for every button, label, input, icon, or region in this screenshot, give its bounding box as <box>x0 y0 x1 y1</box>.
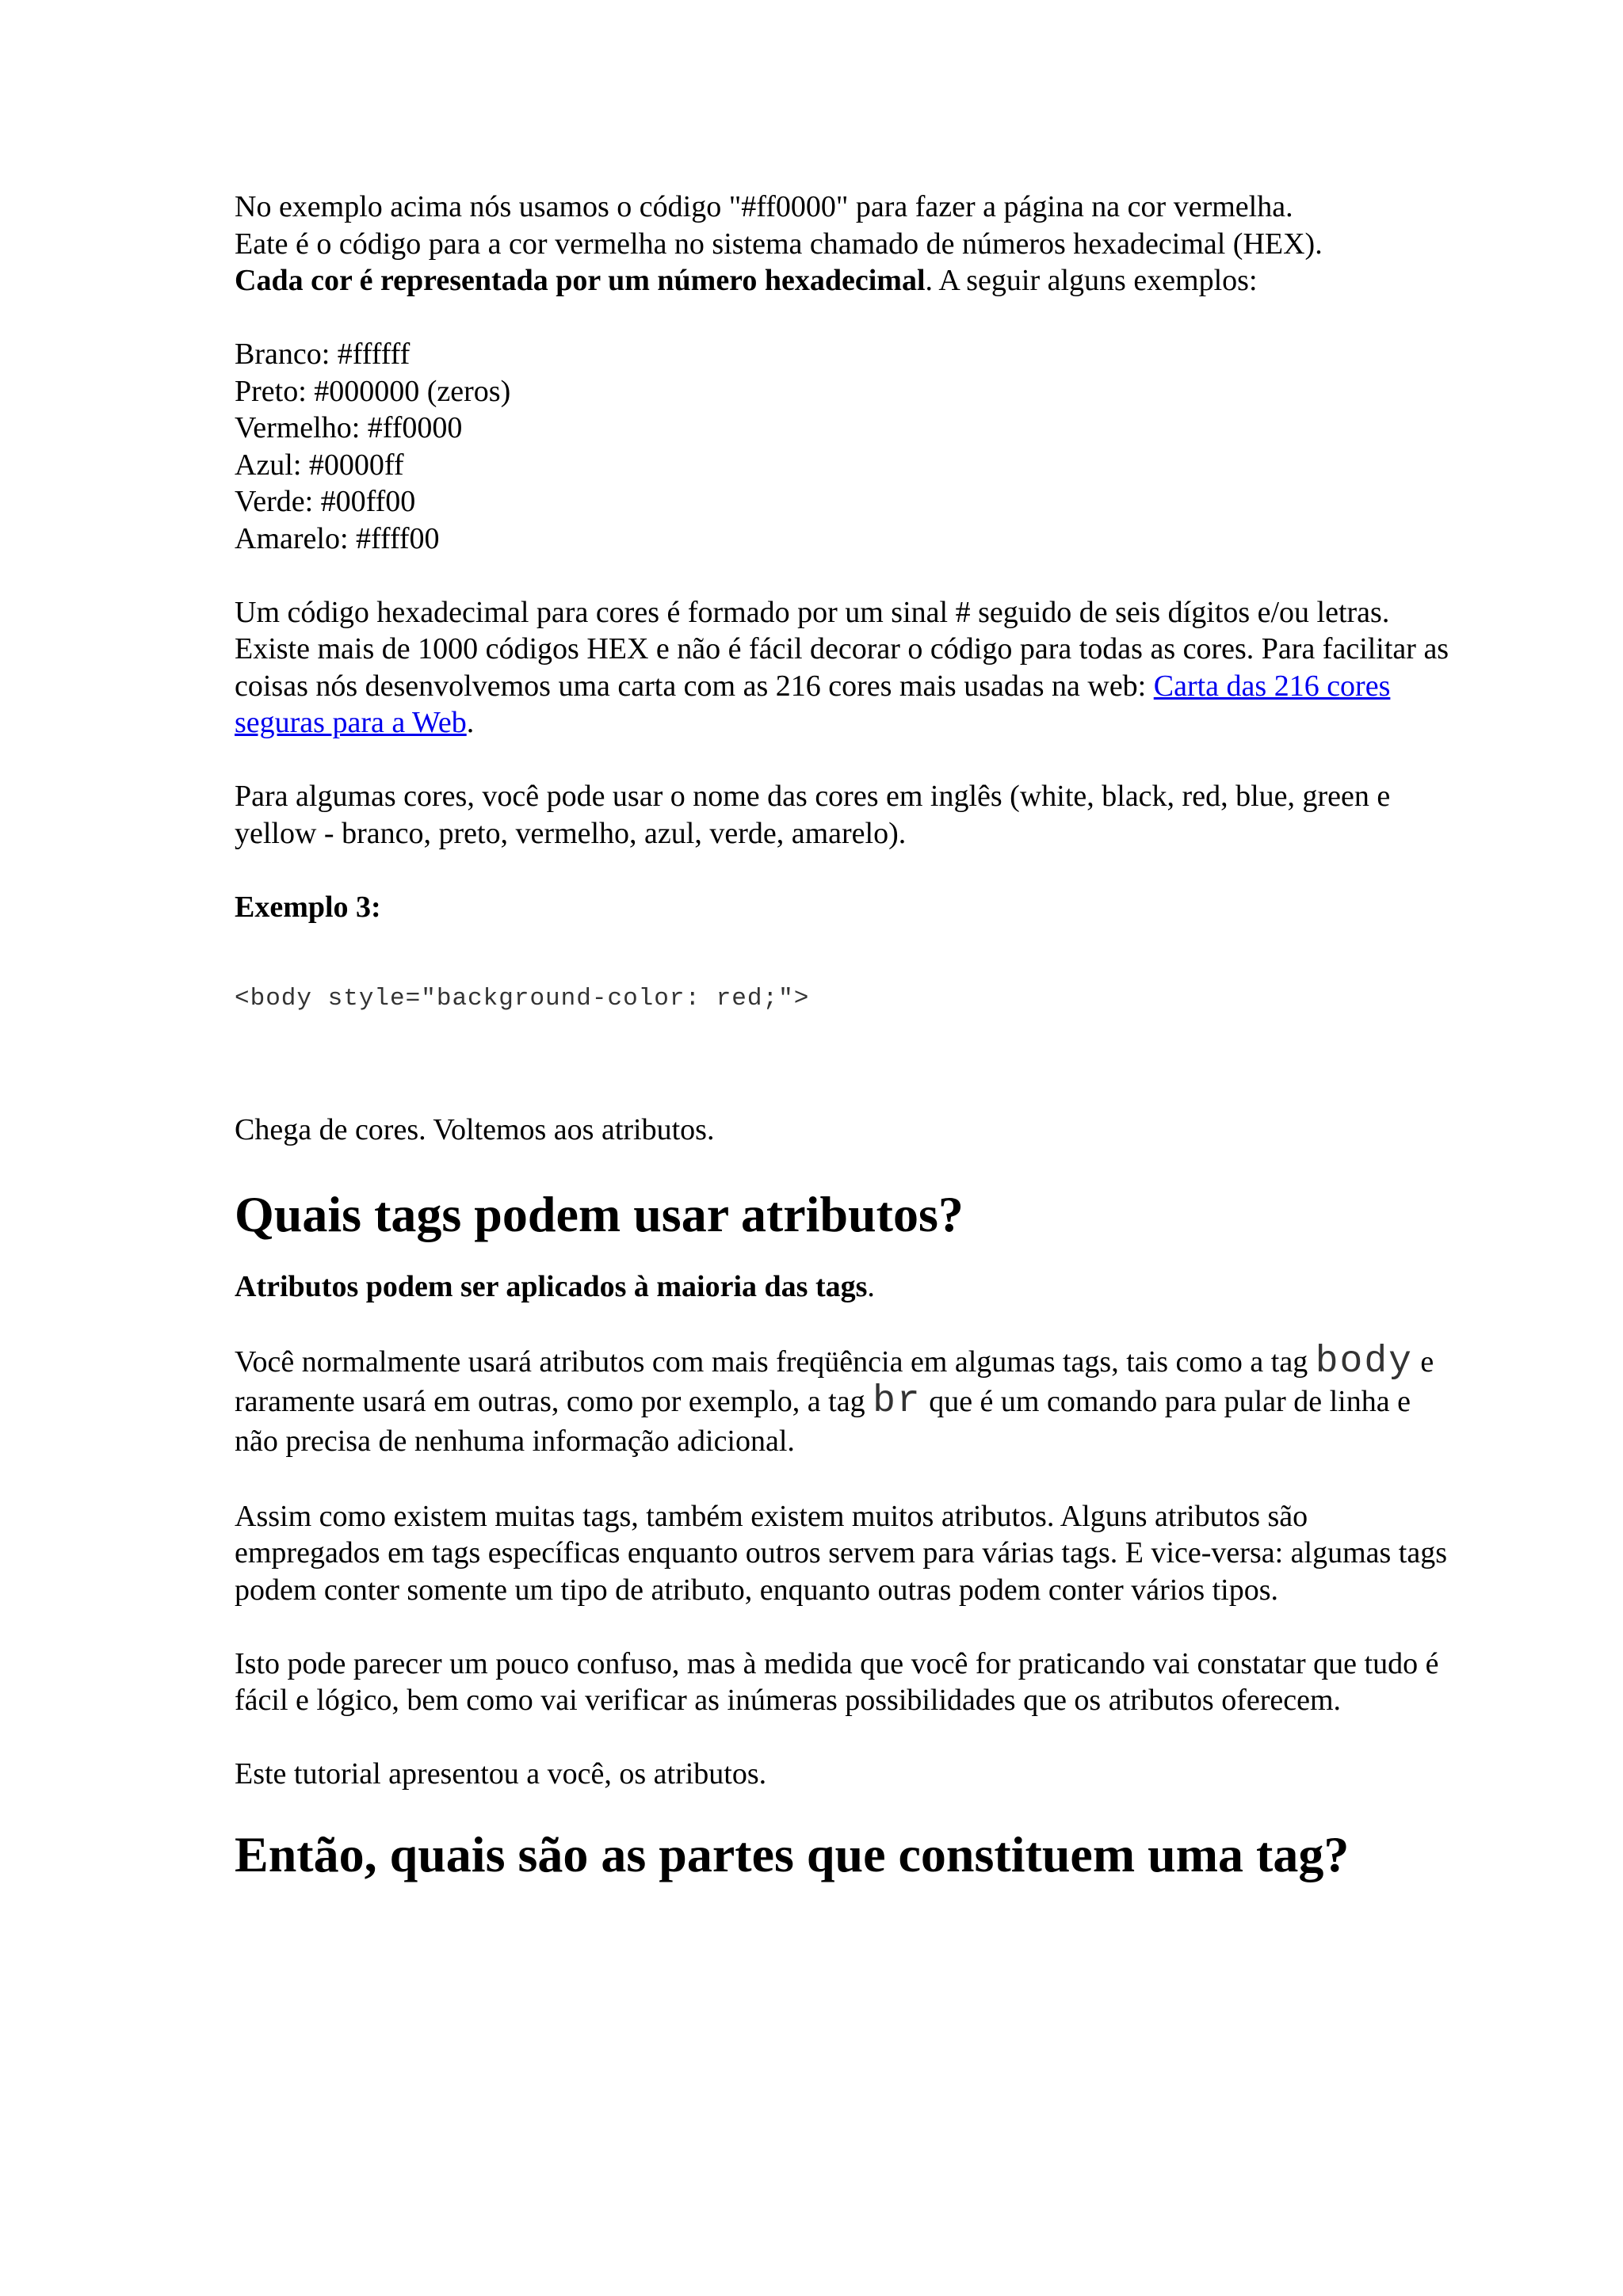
hex-code-paragraph <box>235 594 1455 742</box>
enough-colors-paragraph: Chega de cores. Voltemos aos atributos. <box>235 1112 715 1146</box>
usage-paragraph <box>235 1342 1455 1461</box>
body-tag-code: body <box>1315 1341 1413 1383</box>
intro-emphasis: Cada cor é representada por um número hexadecimal <box>235 264 926 297</box>
color-example: Verde: #00ff00 <box>235 485 416 518</box>
confusing-paragraph: Isto pode parecer um pouco confuso, mas à medida que você for praticando vai constatar que tudo é fácil e lógico, bem como vai verificar as inúmeras possibilidades que os atributos oferecem. <box>235 1646 1439 1717</box>
intro-line-2: Eate é o código para a cor vermelha no sistema chamado de números hexadecimal (HEX). <box>235 227 1323 261</box>
color-example: Amarelo: #ffff00 <box>235 521 440 555</box>
hex-code-period: . <box>466 706 475 739</box>
section-heading-tag-parts: Então, quais são as partes que constituem uma tag? <box>235 1825 1350 1882</box>
attributes-statement-period: . <box>867 1270 875 1303</box>
hex-code-text: Um código hexadecimal para cores é formado por um sinal # seguido de seis dígitos e/ou letras. Existe mais de 1000 códigos HEX e não é fácil decorar o código para todas as cores. Para facilitar as coisas nós desenvolvemos uma carta com as 216 cores mais usadas na web: <box>235 595 1449 703</box>
color-examples-list <box>235 336 1455 557</box>
many-tags-paragraph: Assim como existem muitas tags, também existem muitos atributos. Alguns atributos são empregados em tags específicas enquanto outros servem para várias tags. E vice-versa: algumas tags podem conter somente um tipo de atributo, enquanto outras podem conter vários tipos. <box>235 1499 1448 1607</box>
intro-line-1: No exemplo acima nós usamos o código "#ff0000" para fazer a página na cor vermelha. <box>235 190 1293 223</box>
section-heading-attributes: Quais tags podem usar atributos? <box>235 1186 964 1242</box>
color-example: Azul: #0000ff <box>235 448 404 482</box>
attributes-statement-bold: Atributos podem ser aplicados à maioria das tags <box>235 1270 868 1303</box>
document-body <box>235 189 1455 1885</box>
intro-paragraph <box>235 189 1455 299</box>
color-example: Vermelho: #ff0000 <box>235 411 463 444</box>
attributes-statement <box>235 1268 1455 1306</box>
usage-text-2: e raramente usará em outras, como por exemplo, a tag <box>235 1345 1434 1418</box>
br-tag-code: br <box>873 1380 922 1423</box>
color-example: Preto: #000000 (zeros) <box>235 374 511 408</box>
usage-text-3: que é um comando para pular de linha e não precisa de nenhuma informação adicional. <box>235 1385 1411 1458</box>
tutorial-paragraph: Este tutorial apresentou a você, os atributos. <box>235 1757 767 1791</box>
intro-line-3-rest: . A seguir alguns exemplos: <box>925 264 1258 297</box>
usage-text-1: Você normalmente usará atributos com mais freqüência em algumas tags, tais como a tag <box>235 1345 1316 1379</box>
color-example: Branco: #ffffff <box>235 338 411 371</box>
color-chart-link[interactable]: Carta das 216 cores seguras para a Web <box>235 669 1391 739</box>
color-names-paragraph: Para algumas cores, você pode usar o nome das cores em inglês (white, black, red, blue, green e yellow - branco, preto, vermelho, azul, verde, amarelo). <box>235 780 1391 850</box>
example-label: Exemplo 3: <box>235 890 381 924</box>
example-code: <body style="background-color: red;"> <box>235 985 810 1013</box>
